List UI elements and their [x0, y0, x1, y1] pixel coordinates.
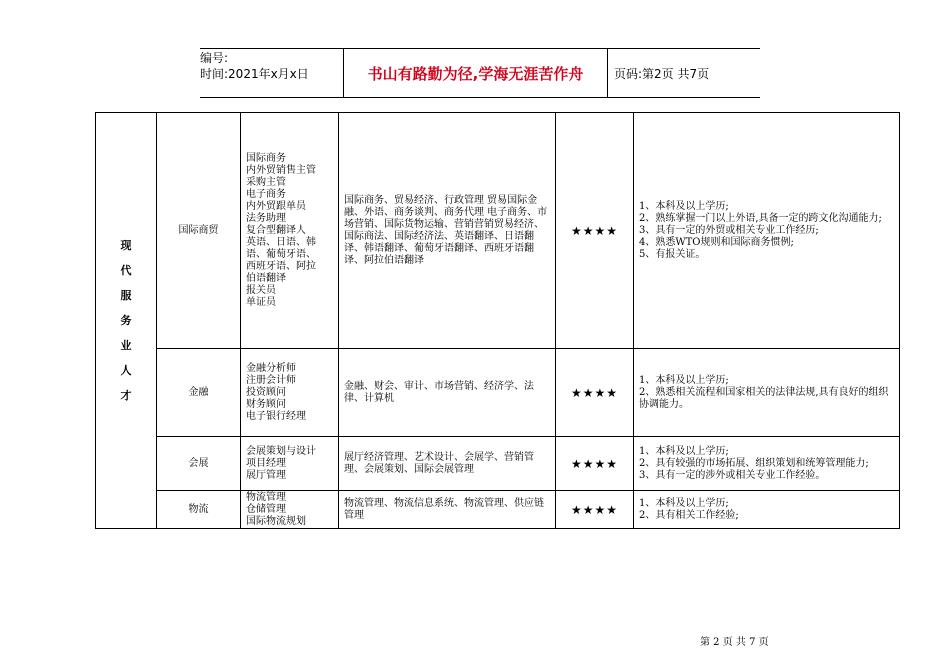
position-item: 展厅管理	[246, 469, 286, 481]
requirement-item: 2、具有相关工作经验;	[639, 509, 739, 521]
position-item: 报关员	[246, 284, 276, 296]
position-item: 项目经理	[246, 457, 286, 469]
position-item: 伯语翻译	[246, 272, 286, 284]
rating-stars: ★★★★	[556, 491, 634, 529]
page-footer: 第 2 页 共 7 页	[700, 637, 769, 648]
table-row	[96, 113, 900, 349]
requirements-cell	[634, 437, 900, 491]
positions-cell	[241, 349, 339, 437]
position-item: 国际商务	[246, 152, 286, 164]
majors-cell: 物流管理、物流信息系统、物流管理、供应链管理	[339, 491, 556, 529]
position-item: 西班牙语、阿拉	[246, 260, 316, 272]
field-name: 国际商贸	[157, 113, 241, 349]
position-item: 电子银行经理	[246, 410, 306, 422]
requirement-item: 3、具有一定的涉外或相关专业工作经验。	[639, 469, 826, 481]
requirement-item: 1、本科及以上学历;	[639, 445, 729, 457]
table-row	[96, 349, 900, 437]
requirements-cell	[634, 113, 900, 349]
position-item: 内外贸销售主管	[246, 164, 316, 176]
talent-table	[95, 112, 900, 529]
position-item: 电子商务	[246, 188, 286, 200]
table-row	[96, 491, 900, 529]
requirement-item: 2、熟悉相关流程和国家相关的法律法规,具有良好的组织协调能力。	[639, 386, 889, 410]
category-label: 现代服务业人才	[120, 239, 132, 402]
time-label: 时间:2021年x月x日	[200, 67, 309, 81]
requirement-item: 2、具有较强的市场拓展、组织策划和统筹管理能力;	[639, 457, 869, 469]
header-meta	[200, 49, 343, 97]
position-item: 投资顾问	[246, 386, 286, 398]
positions-cell	[241, 437, 339, 491]
page-label: 页码:第2页 共7页	[614, 66, 710, 81]
rating-stars: ★★★★	[556, 113, 634, 349]
position-item: 英语、日语、韩	[246, 236, 316, 248]
requirement-item: 3、具有一定的外贸或相关专业工作经历;	[639, 224, 819, 236]
requirement-item: 4、熟悉WTO规则和国际商务惯例;	[639, 236, 794, 248]
position-item: 复合型翻译人	[246, 224, 306, 236]
position-item: 国际物流规划	[246, 515, 306, 527]
requirement-item: 2、熟练掌握一门以上外语,具备一定的跨文化沟通能力;	[639, 212, 882, 224]
position-item: 内外贸跟单员	[246, 200, 306, 212]
majors-cell: 展厅经济管理、艺术设计、会展学、营销管理、会展策划、国际会展管理	[339, 437, 556, 491]
position-item: 单证员	[246, 296, 276, 308]
rating-stars: ★★★★	[556, 437, 634, 491]
position-item: 采购主管	[246, 176, 286, 188]
position-item: 仓储管理	[246, 503, 286, 515]
field-name: 物流	[157, 491, 241, 529]
field-name: 会展	[157, 437, 241, 491]
position-item: 语、葡萄牙语、	[246, 248, 316, 260]
position-item: 物流管理	[246, 491, 286, 503]
position-item: 法务助理	[246, 212, 286, 224]
positions-cell	[241, 491, 339, 529]
position-item: 财务顾问	[246, 398, 286, 410]
number-label: 编号:	[200, 51, 229, 65]
majors-cell: 国际商务、贸易经济、行政管理 贸易国际金融、外语、商务谈判、商务代理 电子商务、市场营销、国际货物运输、营销营销贸易经济、国际商法、国际经济法、英语翻译、日语翻译、韩语翻译、葡萄牙语翻译、西班牙语翻译、阿拉伯语翻译	[339, 113, 556, 349]
rating-stars: ★★★★	[556, 349, 634, 437]
position-item: 会展策划与设计	[246, 445, 316, 457]
page-header	[200, 48, 760, 98]
majors-cell: 金融、财会、审计、市场营销、经济学、法律、计算机	[339, 349, 556, 437]
requirement-item: 5、有报关证。	[639, 248, 706, 260]
field-name: 金融	[157, 349, 241, 437]
table-row	[96, 437, 900, 491]
position-item: 注册会计师	[246, 374, 296, 386]
motto: 书山有路勤为径,学海无涯苦作舟	[343, 49, 608, 97]
positions-cell	[241, 113, 339, 349]
requirement-item: 1、本科及以上学历;	[639, 497, 729, 509]
requirements-cell	[634, 349, 900, 437]
requirement-item: 1、本科及以上学历;	[639, 374, 729, 386]
position-item: 金融分析师	[246, 362, 296, 374]
category-cell	[96, 113, 157, 529]
requirement-item: 1、本科及以上学历;	[639, 200, 729, 212]
requirements-cell	[634, 491, 900, 529]
